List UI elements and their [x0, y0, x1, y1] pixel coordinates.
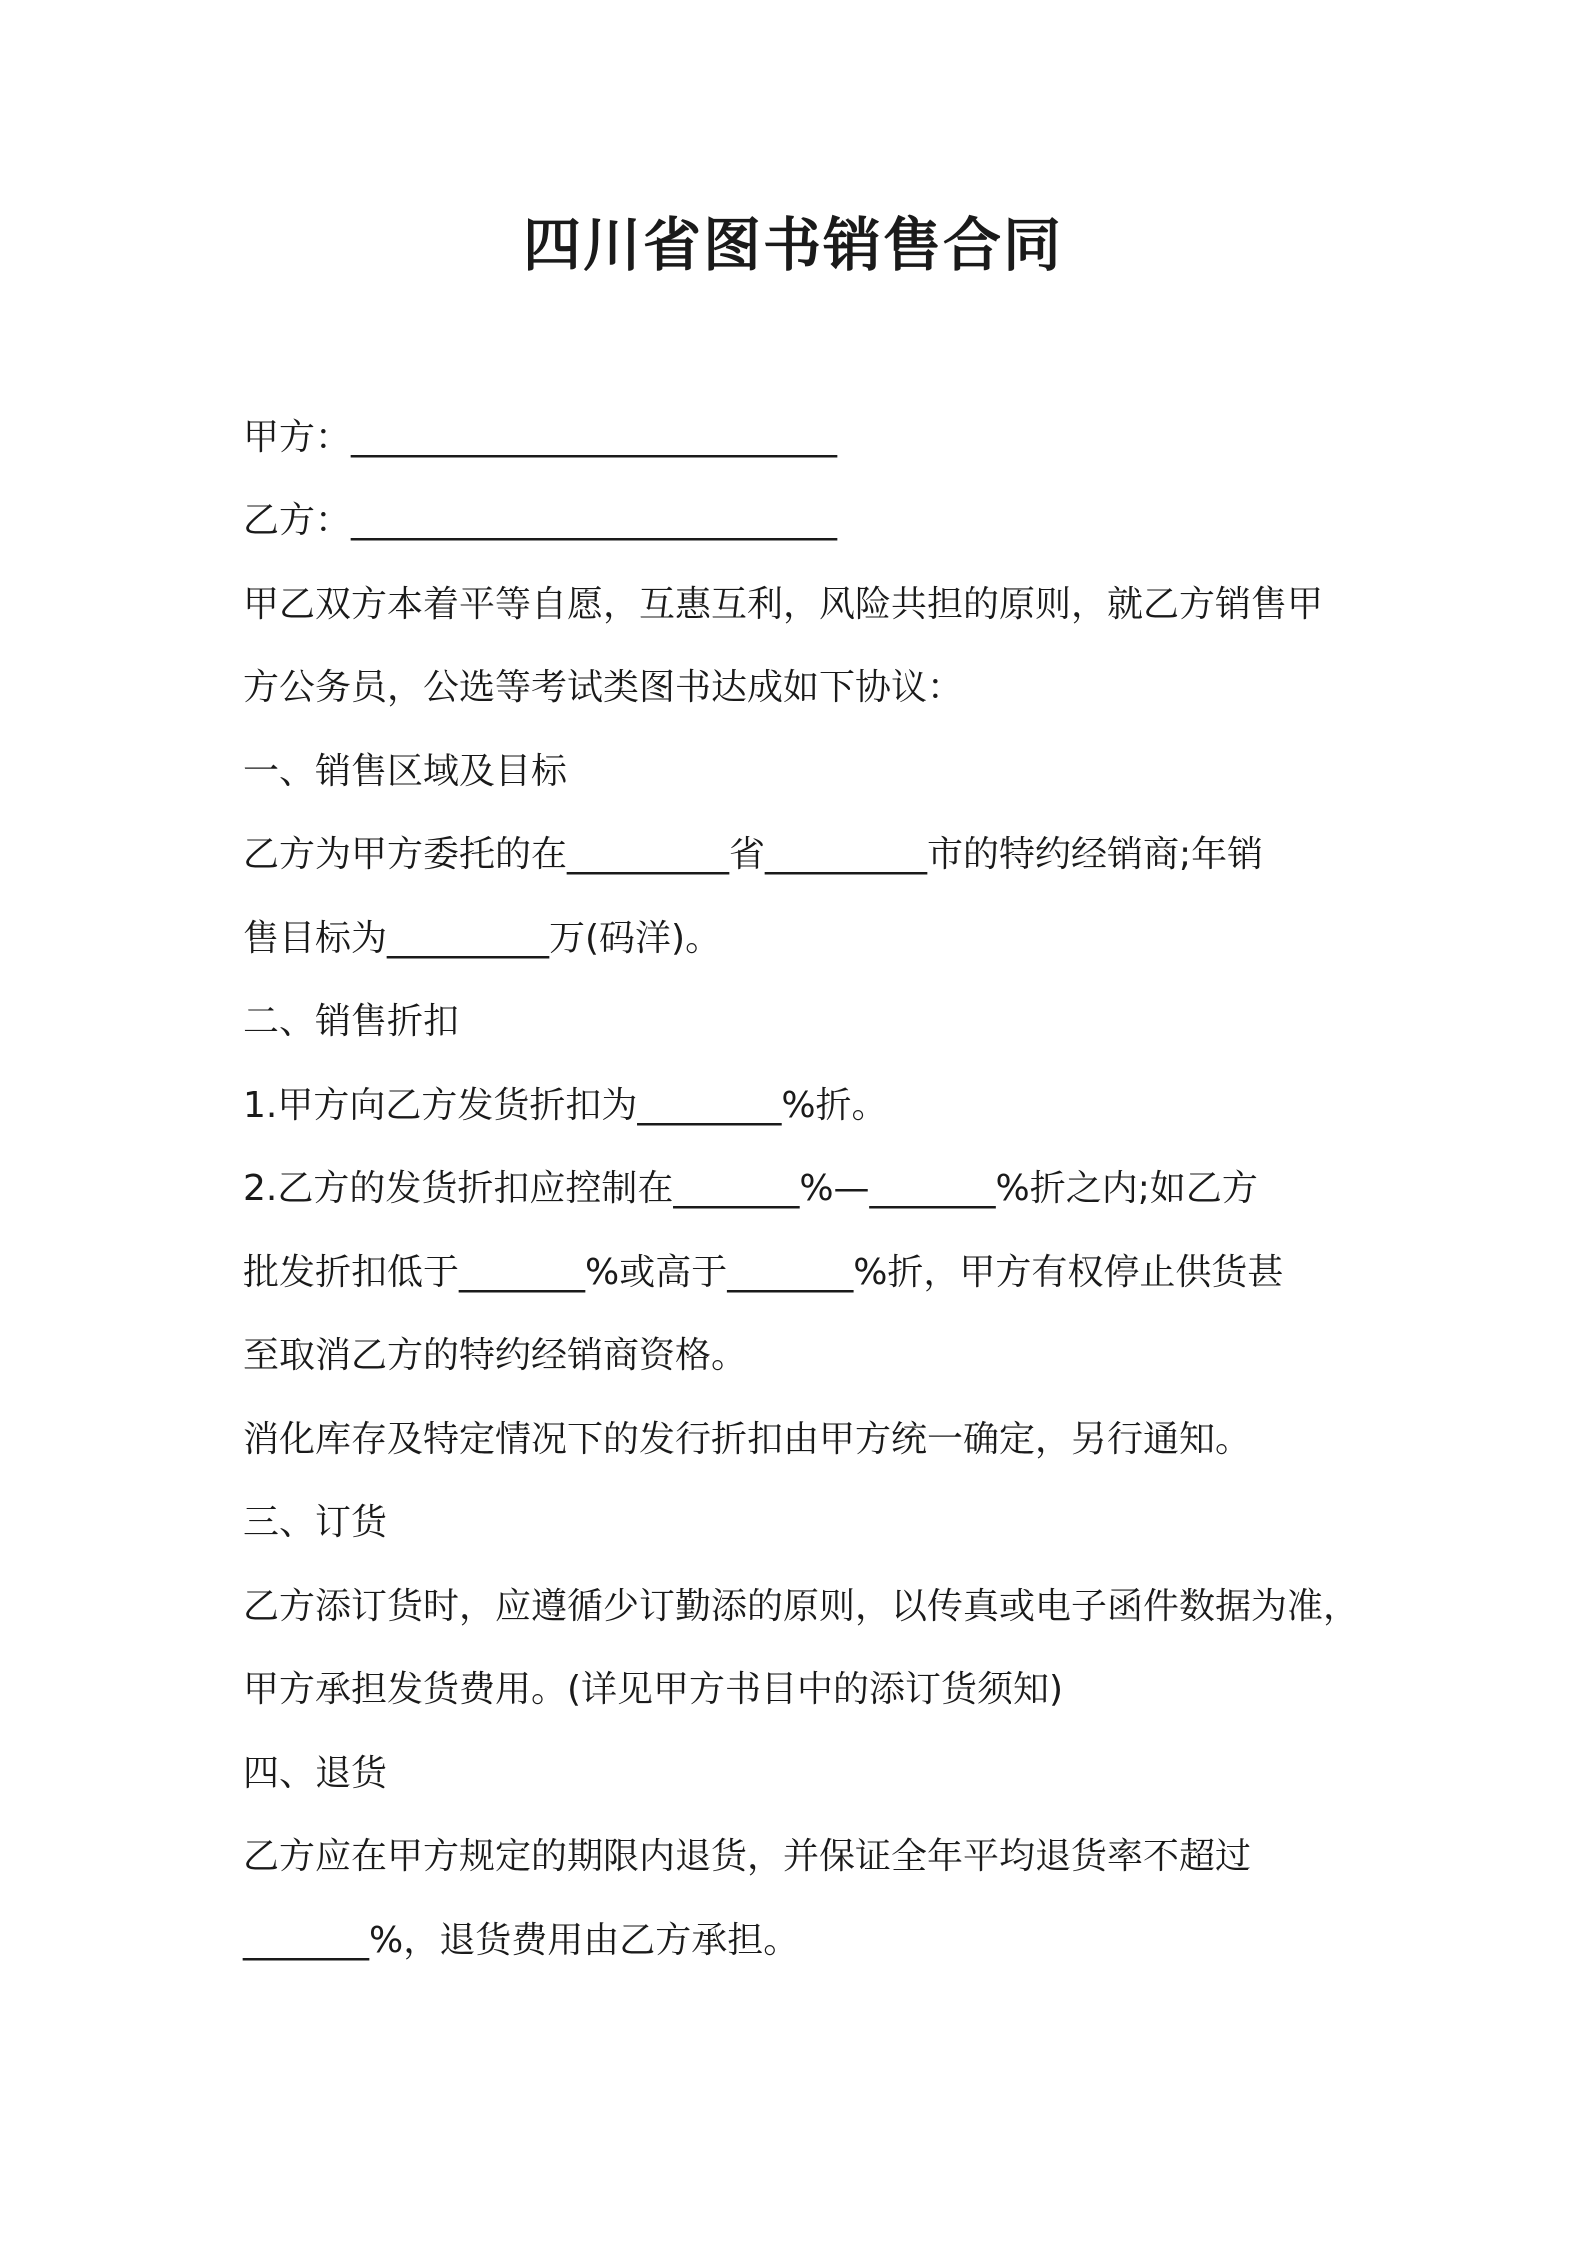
- intro-paragraph-line-1: 甲乙双方本着平等自愿，互惠互利，风险共担的原则，就乙方销售甲: [243, 584, 1324, 625]
- section-2-item-2-line-3: 至取消乙方的特约经销商资格。: [243, 1335, 748, 1376]
- section-3-heading: 三、订货: [243, 1502, 388, 1543]
- party-a-line: 甲方：___________________________: [243, 417, 838, 458]
- section-2-item-2-line-1: 2.乙方的发货折扣应控制在_______%—_______%折之内;如乙方: [243, 1168, 1258, 1209]
- section-1-paragraph-line-2: 售目标为_________万(码洋)。: [243, 918, 722, 959]
- section-1-paragraph-line-1: 乙方为甲方委托的在_________省_________市的特约经销商;年销: [243, 834, 1264, 875]
- intro-paragraph-line-2: 方公务员，公选等考试类图书达成如下协议：: [243, 667, 964, 708]
- section-4-heading: 四、退货: [243, 1753, 388, 1794]
- section-2-item-1: 1.甲方向乙方发货折扣为________%折。: [243, 1085, 888, 1126]
- section-2-heading: 二、销售折扣: [243, 1001, 460, 1042]
- section-4-paragraph-line-2: _______%，退货费用由乙方承担。: [243, 1920, 800, 1961]
- section-1-heading: 一、销售区域及目标: [243, 751, 568, 792]
- section-3-paragraph-line-1: 乙方添订货时，应遵循少订勤添的原则，以传真或电子函件数据为准，: [243, 1586, 1360, 1627]
- section-2-note: 消化库存及特定情况下的发行折扣由甲方统一确定，另行通知。: [243, 1419, 1252, 1460]
- section-3-paragraph-line-2: 甲方承担发货费用。(详见甲方书目中的添订货须知): [243, 1669, 1064, 1710]
- party-b-line: 乙方：___________________________: [243, 500, 838, 541]
- section-4-paragraph-line-1: 乙方应在甲方规定的期限内退货，并保证全年平均退货率不超过: [243, 1836, 1252, 1877]
- document-title: 四川省图书销售合同: [522, 211, 1063, 279]
- section-2-item-2-line-2: 批发折扣低于_______%或高于_______%折，甲方有权停止供货甚: [243, 1252, 1284, 1293]
